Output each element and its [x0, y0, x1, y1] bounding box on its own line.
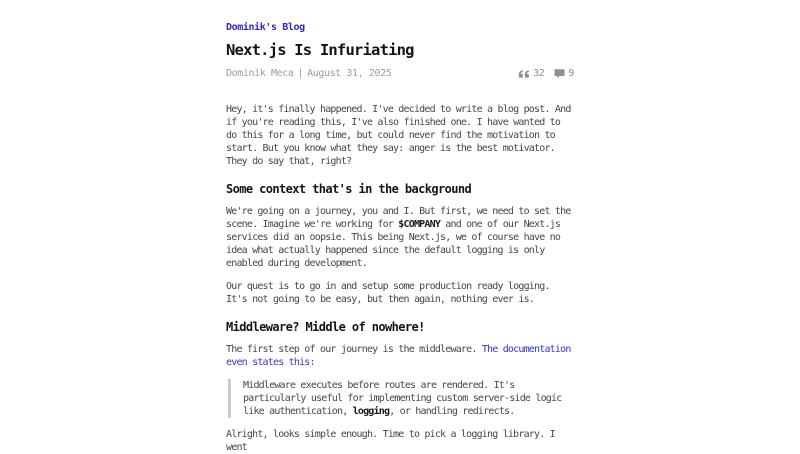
paragraph — [226, 205, 574, 270]
byline-separator: | — [297, 68, 304, 79]
text-segment: Alright, looks simple enough. Time to pick a logging library. I went — [226, 429, 555, 453]
post-title: Next.js Is Infuriating — [226, 41, 414, 59]
text-segment: Our quest is to go in and setup some production ready logging. It's not going to be easy, but then again, nothing ever is. — [226, 281, 550, 305]
byline-meta — [226, 68, 391, 79]
section-heading: Middleware? Middle of nowhere! — [226, 320, 425, 334]
blog-page — [226, 0, 574, 454]
text-segment: The first step of our journey is the middleware. — [226, 344, 482, 355]
blockquote — [228, 379, 574, 418]
quote-icon — [518, 69, 530, 79]
text-segment: and one of our Next.js services did an oopsie. This being Next.js, we of course have no idea what actually happened since the default logging is only enabled during development. — [226, 219, 561, 269]
quote-count: 32 — [533, 68, 545, 79]
text-segment: Hey, it's finally happened. I've decided to write a blog post. And if you're reading this, I've also finished one. I have wanted to do this for a long time, but could never find the motivation to start. But you know what they say: anger is the best motivator. They do say that, right? — [226, 104, 571, 167]
comment-icon — [554, 68, 565, 79]
paragraph — [226, 280, 574, 306]
post-stats — [518, 68, 574, 79]
article-body — [226, 103, 574, 454]
paragraph — [226, 103, 574, 168]
bold-text: logging — [352, 406, 390, 417]
text-segment: We're going on a journey, you and I. But first, we need to set the scene. Imagine we're working for — [226, 206, 571, 230]
paragraph — [226, 343, 574, 369]
comment-count: 9 — [568, 68, 574, 79]
author-name: Dominik Meca — [226, 68, 294, 79]
comment-count-stat[interactable] — [554, 68, 574, 79]
text-segment: Middleware executes before routes are rendered. It's particularly useful for implementing custom server-side logic like authentication, — [243, 380, 562, 417]
text-segment: , or handling redirects. — [389, 406, 515, 417]
quote-count-stat[interactable] — [518, 68, 544, 79]
byline — [226, 68, 574, 79]
bold-text: $COMPANY — [398, 219, 441, 230]
post-date: August 31, 2025 — [307, 68, 392, 79]
documentation-link[interactable]: The documentation even states this: — [226, 344, 571, 368]
blog-home-link[interactable]: Dominik's Blog — [226, 22, 305, 33]
paragraph — [226, 428, 574, 454]
section-heading: Some context that's in the background — [226, 182, 472, 196]
